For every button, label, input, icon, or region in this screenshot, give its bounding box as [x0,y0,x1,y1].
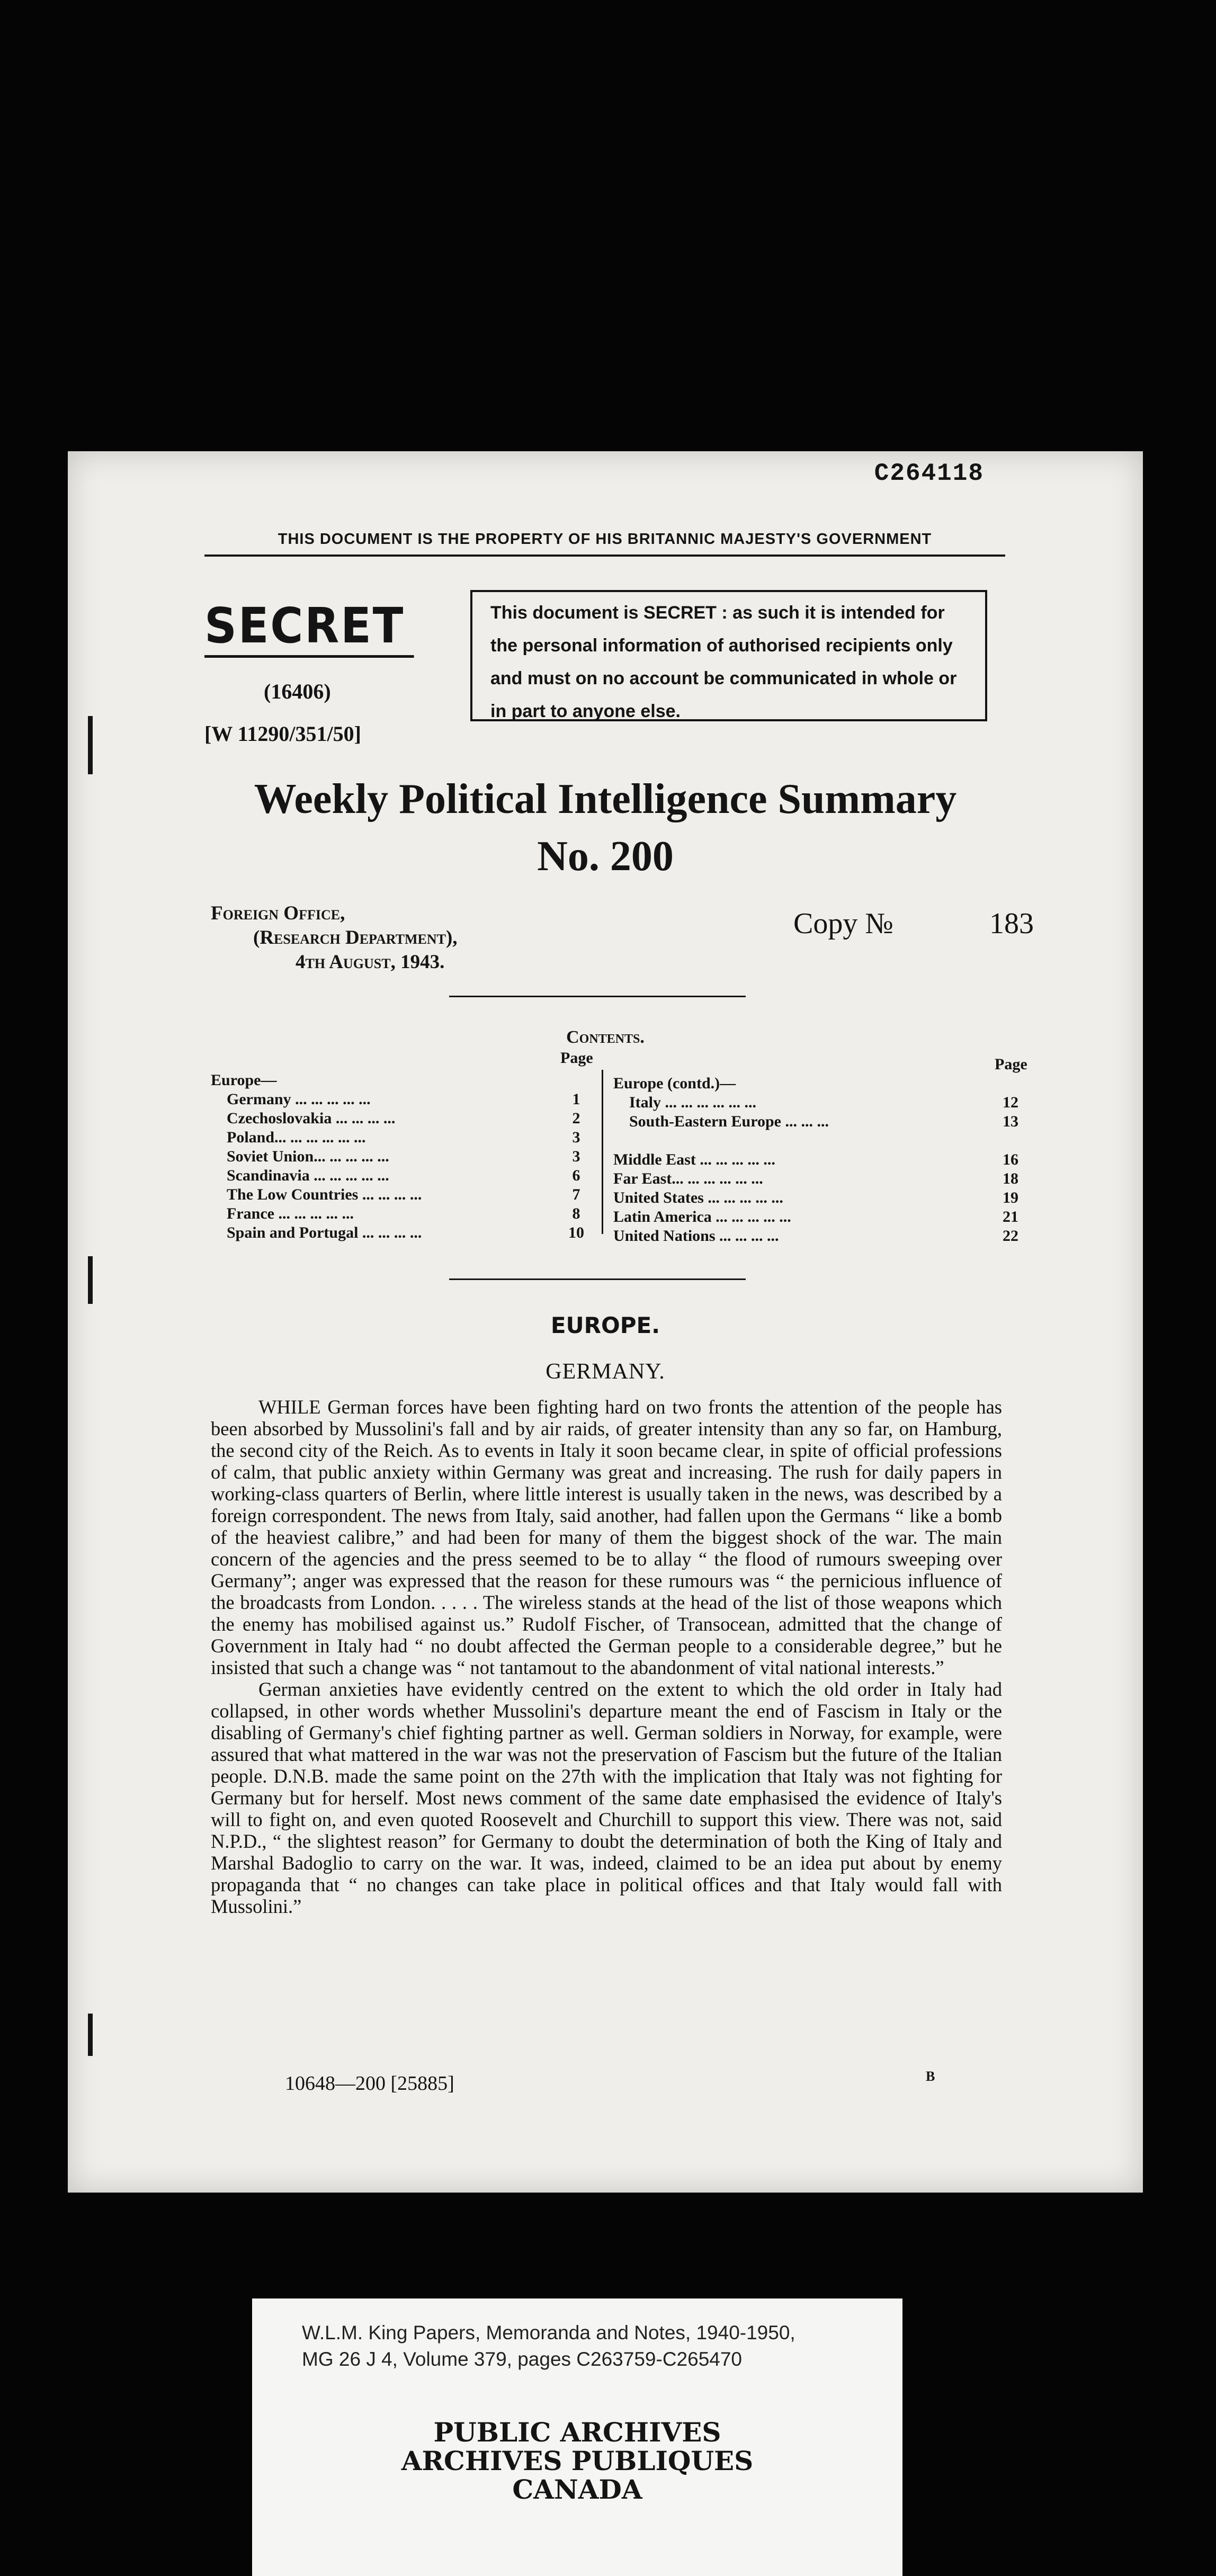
contents-right-column [613,1055,1026,1246]
subsection-heading: GERMANY. [546,1359,665,1384]
property-notice: THIS DOCUMENT IS THE PROPERTY OF HIS BRITANNIC MAJESTY'S GOVERNMENT [204,531,1005,557]
contents-item: Germany ... ... ... ... ... 1 [227,1090,580,1108]
margin-mark [88,2014,93,2056]
print-code: 10648—200 [25885] [285,2072,454,2095]
contents-item: Soviet Union... ... ... ... ... 3 [227,1148,580,1165]
margin-mark [88,1256,93,1304]
contents-group: Europe— [211,1071,277,1089]
contents-left-column [211,1049,593,1242]
contents-item: United Nations ... ... ... ... 22 [613,1227,1018,1245]
file-reference: [W 11290/351/50] [204,722,361,746]
divider [449,996,746,997]
body-text [211,1396,1002,1917]
contents-item: Czechoslovakia ... ... ... ... 2 [227,1110,580,1127]
document-number: (16406) [264,679,331,703]
issuer-block [211,901,458,974]
contents-item: Spain and Portugal ... ... ... ... 10 [227,1224,584,1241]
archive-name-line: CANADA [512,2474,642,2505]
contents-item: France ... ... ... ... ... 8 [227,1205,580,1222]
citation-line: W.L.M. King Papers, Memoranda and Notes, 1940-1950, [302,2322,795,2344]
contents-item: Latin America ... ... ... ... ... 21 [613,1208,1018,1226]
paragraph: German anxieties have evidently centred on the extent to which the old order in Italy had collapsed, in other words whether Mussolini's departure meant the end of Fascism in Italy or the disabling of Germany's chief fighting partner as well. German soldiers in Norway, for example, were assured that what mattered in the war was not the preservation of Fascism but the future of the Italian people. D.N.B. made the same point on the 27th with the implication that Italy was not fighting for Germany but for herself. Most news comment of the same date emphasised the evidence of Italy's will to fight on, and even quoted Roosevelt and Churchill to support this view. There was not, said N.P.D., “ the slightest reason” for Germany to doubt the determination of both the King of Italy and Marshal Badoglio to carry on the war. It was, indeed, claimed to be an idea put about by enemy propaganda that “ no changes can take place in political offices and that Italy would fall with Mussolini.” [211,1678,1002,1917]
page-column-header: Page [560,1049,593,1067]
contents-item: Poland... ... ... ... ... ... 3 [227,1129,580,1146]
contents-item: The Low Countries ... ... ... ... 7 [227,1186,580,1203]
archive-name-line: PUBLIC ARCHIVES [433,2417,721,2448]
contents-item: South-Eastern Europe ... ... ... 13 [629,1113,1018,1130]
contents-item: Scandinavia ... ... ... ... ... 6 [227,1167,580,1184]
contents-divider [602,1070,603,1234]
document-page [68,451,1143,2193]
document-title: Weekly Political Intelligence Summary [254,776,957,822]
issue-number: No. 200 [537,833,674,880]
secrecy-notice: This document is SECRET : as such it is intended for the personal information of authorised recipients only and must on no account be communicated in whole or in part to anyone else. [470,590,987,721]
citation-line: MG 26 J 4, Volume 379, pages C263759-C265470 [302,2348,743,2370]
contents-item: Middle East ... ... ... ... ... 16 [613,1151,1018,1168]
contents-item: Italy ... ... ... ... ... ... 12 [629,1094,1018,1111]
archive-citation-label [252,2298,902,2399]
contents-item: United States ... ... ... ... ... 19 [613,1189,1018,1206]
paragraph: WHILE German forces have been fighting hard on two fronts the attention of the people has been absorbed by Mussolini's fall and by air raids, of greater intensity than any so far, on Hamburg, the second city of the Reich. As to events in Italy it soon became clear, in spite of official professions of calm, that public anxiety within Germany was great and increasing. The rush for daily papers in working-class quarters of Berlin, where little interest is usually taken in the news, was described by a foreign correspondent. The news from Italy, said another, had fallen upon the Germans “ like a bomb of the heaviest calibre,” and had been for many of them the biggest shock of the war. The main concern of the agencies and the press seemed to be to allay “ the flood of rumours sweeping over Germany”; anger was expressed that the reason for these rumours was “ the pernicious influence of the broadcasts from London. . . . . The wireless stands at the head of the list of those weapons which the enemy has mobilised against us.” Rudolf Fischer, of Transocean, admitted that the change of Government in Italy had “ no doubt affected the German people to a considerable degree,” but he insisted that such a change was “ not tantamout to the abandonment of vital national interests.” [211,1396,1002,1678]
divider [449,1278,746,1280]
issuer-line: Foreign Office, [211,902,345,924]
contents-page-header-row: Page [995,1056,1027,1073]
classification-stamp: SECRET [204,597,414,658]
archive-stamp [252,2399,902,2576]
issuer-date: 4th August, 1943. [296,951,445,973]
copy-label: Copy № [793,907,893,940]
contents-group: Europe (contd.)— [613,1075,736,1092]
margin-mark [88,716,93,774]
contents-item: Far East... ... ... ... ... ... 18 [613,1170,1018,1187]
signature-mark: B [926,2069,935,2084]
section-heading: EUROPE. [550,1312,660,1338]
issuer-line: (Research Department), [253,927,458,949]
contents-heading: Contents. [566,1027,645,1047]
archive-name-line: ARCHIVES PUBLIQUES [401,2445,754,2476]
copy-number: 183 [989,907,1034,940]
reference-number: C264118 [874,460,984,487]
